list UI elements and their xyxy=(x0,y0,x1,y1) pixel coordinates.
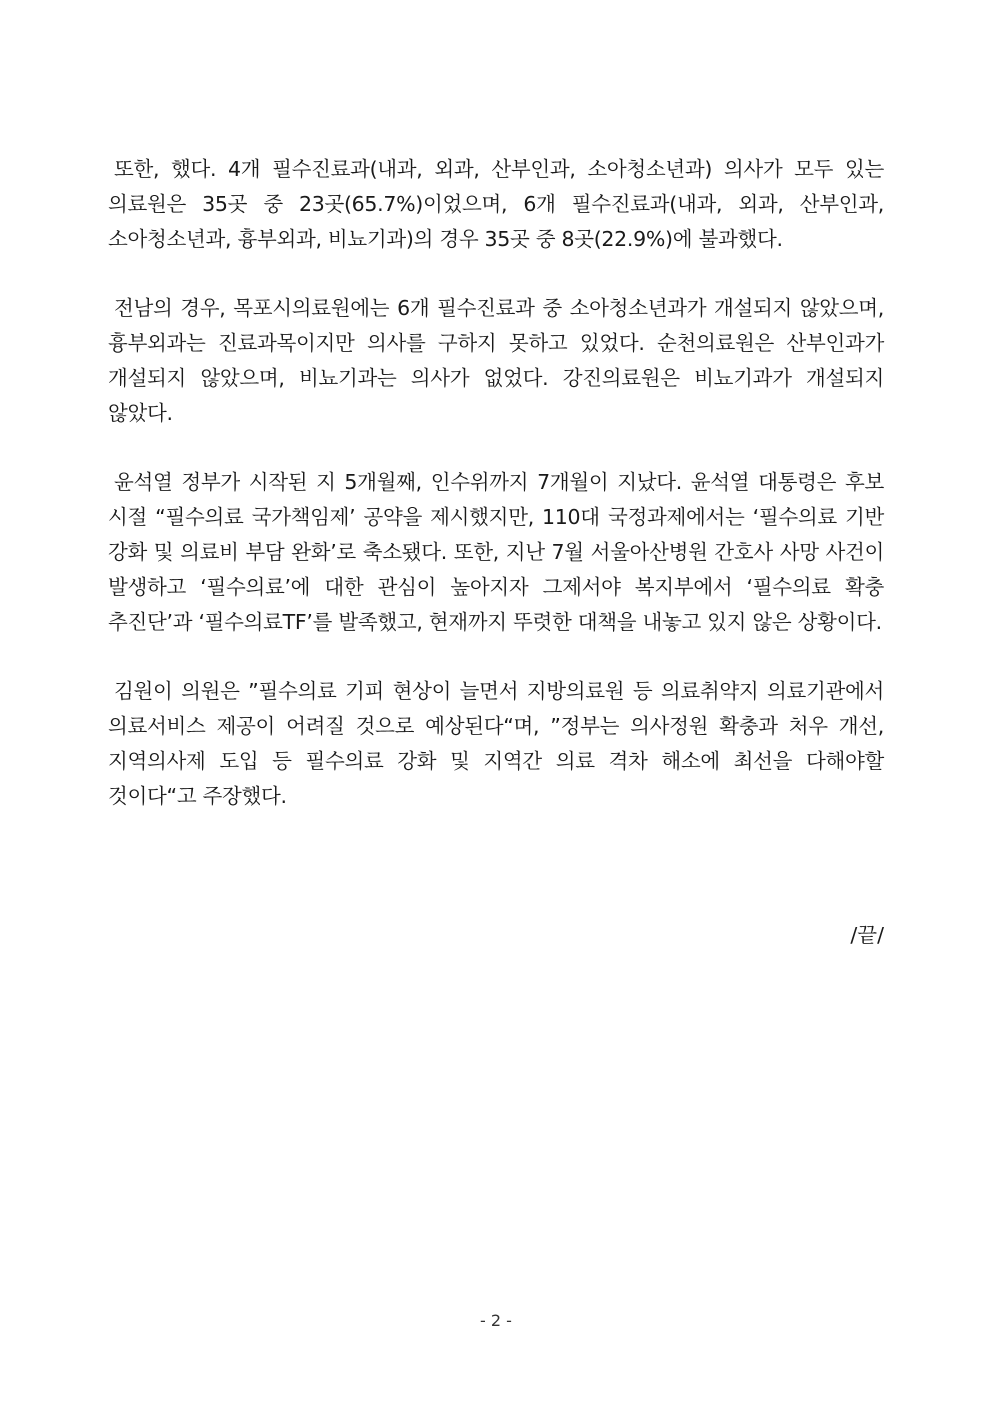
body-text xyxy=(108,152,884,848)
paragraph-government-policy: 윤석열 정부가 시작된 지 5개월째, 인수위까지 7개월이 지났다. 윤석열 대통령은 후보 시절 “필수의료 국가책임제’ 공약을 제시했지만, 110대 국정과제에서는 ‘필수의료 기반 강화 및 의료비 부담 완화’로 축소됐다. 또한, 지난 7월 서울아산병원 간호사 사망 사건이 발생하고 ‘필수의료’에 대한 관심이 높아지자 그제서야 복지부에서 ‘필수의료 확충 추진단’과 ‘필수의료TF’를 발족했고, 현재까지 뚜렷한 대책을 내놓고 있지 않은 상황이다. xyxy=(108,470,884,634)
end-mark: /끝/ xyxy=(850,923,884,947)
paragraph-hospital-statistics: 또한, 했다. 4개 필수진료과(내과, 외과, 산부인과, 소아청소년과) 의사가 모두 있는 의료원은 35곳 중 23곳(65.7%)이었으며, 6개 필수진료과(내과, 외과, 산부인과, 소아청소년과, 흉부외과, 비뇨기과)의 경우 35곳 중 8곳(22.9%)에 불과했다. xyxy=(108,157,884,251)
paragraph-jeonnam-cases: 전남의 경우, 목포시의료원에는 6개 필수진료과 중 소아청소년과가 개설되지 않았으며, 흉부외과는 진료과목이지만 의사를 구하지 못하고 있었다. 순천의료원은 산부인과가 개설되지 않았으며, 비뇨기과는 의사가 없었다. 강진의료원은 비뇨기과가 개설되지 않았다. xyxy=(108,296,884,425)
paragraph-lawmaker-quote: 김원이 의원은 ”필수의료 기피 현상이 늘면서 지방의료원 등 의료취약지 의료기관에서 의료서비스 제공이 어려질 것으로 예상된다“며, ”정부는 의사정원 확충과 처우 개선, 지역의사제 도입 등 필수의료 강화 및 지역간 의료 격차 해소에 최선을 다해야할 것이다“고 주장했다. xyxy=(108,679,884,808)
page-number: - 2 - xyxy=(480,1311,512,1330)
